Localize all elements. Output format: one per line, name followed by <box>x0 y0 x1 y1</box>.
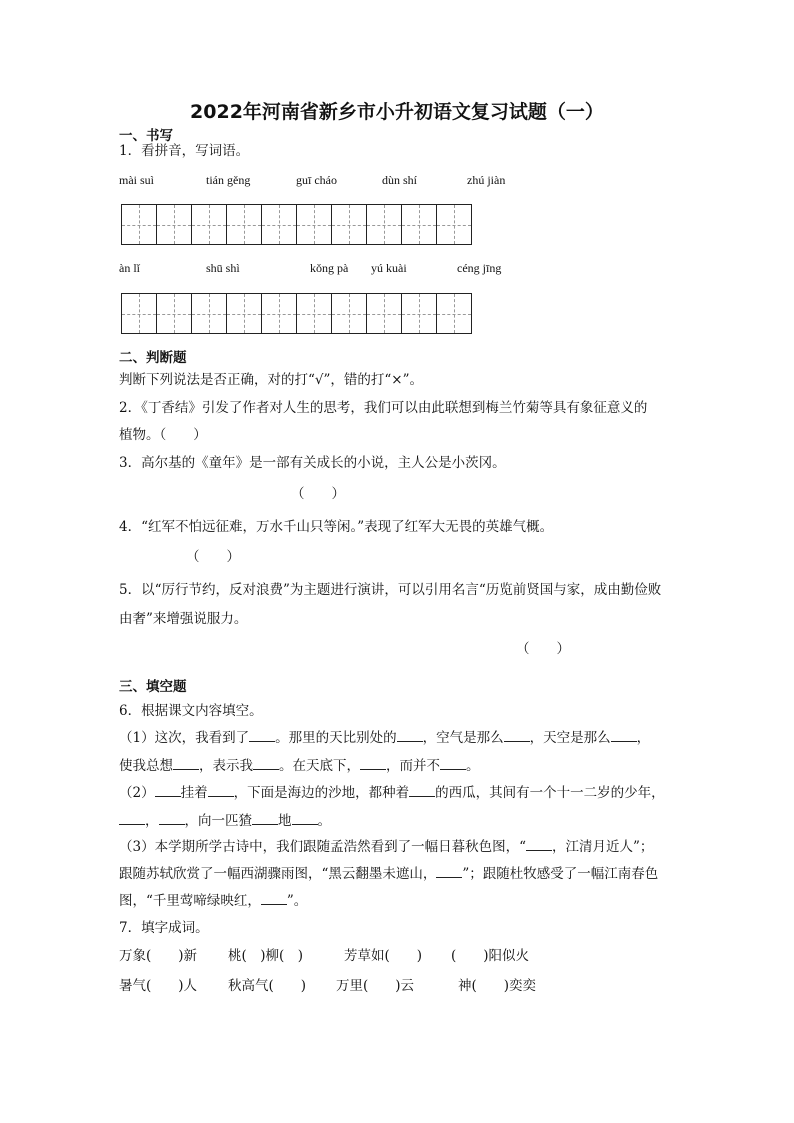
blank[interactable] <box>119 812 145 825</box>
blank[interactable] <box>249 729 275 742</box>
pinyin-label: yú kuài <box>371 261 407 275</box>
question-3: 3．高尔基的《童年》是一部有关成长的小说，主人公是小茨冈。 <box>119 455 506 471</box>
pinyin-label: àn lǐ <box>119 261 140 275</box>
question-7-prompt: 7．填字成词。 <box>119 920 209 936</box>
pinyin-label: shū shì <box>206 261 240 275</box>
fill-passage-3-line-3: 图，“千里莺啼绿映红， ”。 <box>119 893 308 909</box>
blank[interactable] <box>409 784 435 797</box>
question-5-line-2: 由奢”来增强说服力。 <box>119 611 248 627</box>
blank[interactable] <box>397 729 423 742</box>
idiom-item[interactable]: 暑气( )人 <box>119 978 198 994</box>
pinyin-label: tián gěng <box>206 173 251 187</box>
writing-grid-row-1[interactable] <box>121 204 472 245</box>
judge-instruction: 判断下列说法是否正确，对的打“√”，错的打“×”。 <box>119 372 424 388</box>
pinyin-label: mài suì <box>119 173 154 187</box>
idiom-item[interactable]: 万里( )云 <box>336 978 415 994</box>
blank[interactable] <box>252 812 278 825</box>
blank[interactable] <box>208 784 234 797</box>
blank[interactable] <box>436 865 462 878</box>
fill-passage-3-line-1: （3）本学期所学古诗中，我们跟随孟浩然看到了一幅日暮秋色图，“ ，江清月近人”； <box>119 839 654 855</box>
writing-grid-row-2[interactable] <box>121 293 472 334</box>
question-4: 4．“红军不怕远征难，万水千山只等闲。”表现了红军大无畏的英雄气概。 <box>119 519 554 535</box>
section-heading-judge: 二、判断题 <box>119 350 187 366</box>
pinyin-label: kǒng pà <box>310 261 349 275</box>
idiom-item[interactable]: 桃( )柳( ) <box>228 948 304 964</box>
blank[interactable] <box>173 757 199 770</box>
question-5-answer-paren[interactable]: （ ） <box>516 641 570 657</box>
idiom-item[interactable]: 神( )奕奕 <box>458 978 537 994</box>
pinyin-label: guī cháo <box>296 173 337 187</box>
blank[interactable] <box>292 812 318 825</box>
question-6-prompt: 6．根据课文内容填空。 <box>119 703 263 719</box>
section-heading-fill: 三、填空题 <box>119 679 187 695</box>
blank[interactable] <box>159 812 185 825</box>
blank[interactable] <box>526 838 552 851</box>
fill-passage-2-line-2: ， ，向一匹猹 地 。 <box>119 812 331 830</box>
section-heading-writing: 一、书写 <box>119 128 173 144</box>
pinyin-label: zhú jiàn <box>467 173 506 187</box>
pinyin-label: céng jīng <box>457 261 502 275</box>
blank[interactable] <box>253 757 279 770</box>
blank[interactable] <box>155 784 181 797</box>
blank[interactable] <box>440 757 466 770</box>
blank[interactable] <box>504 729 530 742</box>
idiom-item[interactable]: 秋高气( ) <box>228 978 307 994</box>
fill-passage-1-line-1: （1）这次，我看到了 。那里的天比别处的 ，空气是那么 ，天空是那么 ， <box>119 730 651 746</box>
blank[interactable] <box>360 757 386 770</box>
idiom-item[interactable]: ( )阳似火 <box>451 948 530 964</box>
question-5-line-1: 5．以“厉行节约，反对浪费”为主题进行演讲，可以引用名言“历览前贤国与家，成由勤俭败 <box>119 582 662 598</box>
page-title: 2022年河南省新乡市小升初语文复习试题（一） <box>190 101 604 123</box>
fill-passage-2-line-1: （2） 挂着 ，下面是海边的沙地，都种着 的西瓜，其间有一个十一二岁的少年， <box>119 785 665 801</box>
question-2-line-2[interactable]: 植物。（ ） <box>119 427 207 443</box>
pinyin-label: dùn shí <box>382 173 418 187</box>
fill-passage-3-line-2: 跟随苏轼欣赏了一幅西湖骤雨图，“黑云翻墨未遮山， ”；跟随杜牧感受了一幅江南春色 <box>119 866 659 882</box>
blank[interactable] <box>261 892 287 905</box>
question-4-answer-paren[interactable]: （ ） <box>186 549 240 565</box>
question-2-line-1: 2．《丁香结》引发了作者对人生的思考，我们可以由此联想到梅兰竹菊等具有象征意义的 <box>119 400 648 416</box>
idiom-item[interactable]: 万象( )新 <box>119 948 198 964</box>
question-3-answer-paren[interactable]: （ ） <box>291 486 345 502</box>
question-1-prompt: 1．看拼音，写词语。 <box>119 143 250 159</box>
idiom-item[interactable]: 芳草如( ) <box>344 948 423 964</box>
blank[interactable] <box>611 729 637 742</box>
fill-passage-1-line-2: 使我总想 ，表示我 。在天底下， ，而并不 。 <box>119 758 480 774</box>
